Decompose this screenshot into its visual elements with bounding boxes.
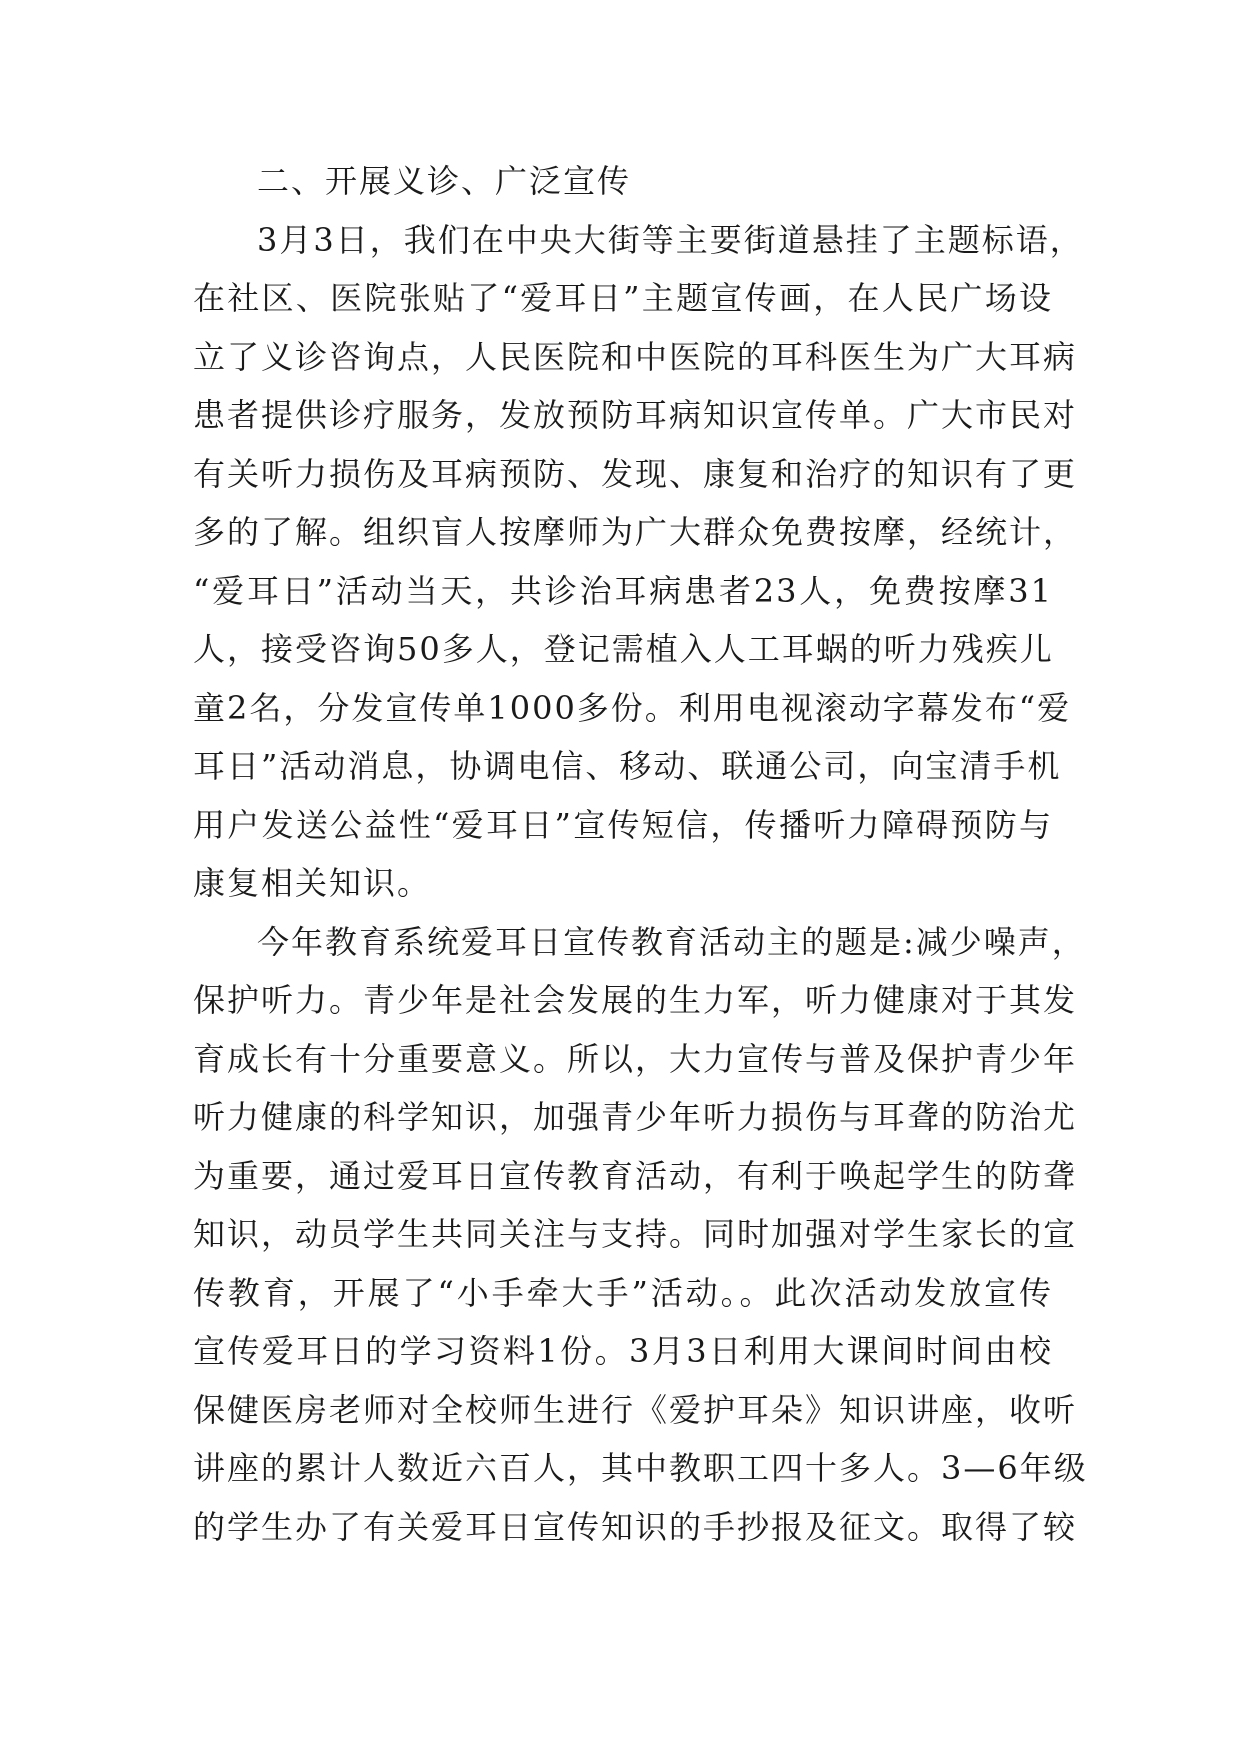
text-line: 童2名，分发宣传单1000多份。利用电视滚动字幕发布“爱 (193, 688, 1072, 727)
section-heading: 二、开展义诊、广泛宣传 (257, 162, 632, 200)
text-line: 立了义诊咨询点，人民医院和中医院的耳科医生为广大耳病 (193, 337, 1078, 376)
text-line: 在社区、医院张贴了“爱耳日”主题宣传画，在人民广场设 (193, 279, 1053, 317)
text-line: 3月3日，我们在中央大街等主要街道悬挂了主题标语， (257, 220, 1084, 259)
text-line: “爱耳日”活动当天，共诊治耳病患者23人，免费按摩31 (193, 571, 1053, 610)
text-line: 的学生办了有关爱耳日宣传知识的手抄报及征文。取得了较 (193, 1507, 1078, 1546)
text-line: 传教育，开展了“小手牵大手”活动。。此次活动发放宣传 (193, 1273, 1053, 1312)
text-line: 为重要，通过爱耳日宣传教育活动，有利于唤起学生的防聋 (193, 1156, 1078, 1195)
text-line: 有关听力损伤及耳病预防、发现、康复和治疗的知识有了更 (193, 454, 1078, 493)
document-body (193, 152, 1088, 1556)
text-line: 知识，动员学生共同关注与支持。同时加强对学生家长的宣 (193, 1215, 1078, 1253)
text-line: 宣传爱耳日的学习资料1份。3月3日利用大课间时间由校 (193, 1332, 1053, 1370)
text-line: 多的了解。组织盲人按摩师为广大群众免费按摩，经统计， (193, 513, 1078, 551)
text-line: 患者提供诊疗服务，发放预防耳病知识宣传单。广大市民对 (193, 396, 1078, 434)
text-line: 讲座的累计人数近六百人，其中教职工四十多人。3—6年级 (193, 1449, 1088, 1487)
paragraph-1 (193, 211, 1084, 913)
text-line: 人，接受咨询50多人，登记需植入人工耳蜗的听力残疾儿 (193, 630, 1054, 668)
text-line: 康复相关知识。 (193, 864, 432, 902)
text-line: 耳日”活动消息，协调电信、移动、联通公司，向宝清手机 (193, 747, 1062, 785)
text-line: 听力健康的科学知识，加强青少年听力损伤与耳聋的防治尤 (193, 1098, 1078, 1136)
text-line: 保护听力。青少年是社会发展的生力军，听力健康对于其发 (193, 981, 1078, 1019)
text-line: 今年教育系统爱耳日宣传教育活动主的题是:减少噪声， (257, 922, 1086, 961)
text-line: 保健医房老师对全校师生进行《爱护耳朵》知识讲座，收听 (193, 1390, 1078, 1429)
text-line: 育成长有十分重要意义。所以，大力宣传与普及保护青少年 (193, 1039, 1078, 1078)
text-line: 用户发送公益性“爱耳日”宣传短信，传播听力障碍预防与 (193, 805, 1053, 844)
paragraph-2 (193, 913, 1088, 1557)
